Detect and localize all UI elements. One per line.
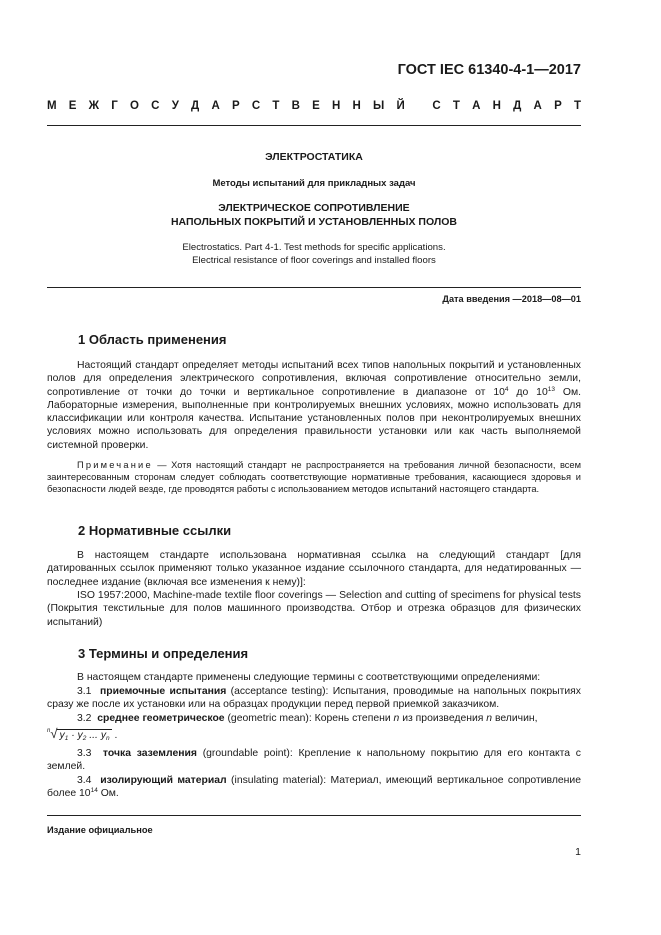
title-specific-line2: НАПОЛЬНЫХ ПОКРЫТИЙ И УСТАНОВЛЕННЫХ ПОЛОВ [170,216,458,228]
footer-rule [47,815,581,816]
section-3-intro: В настоящем стандарте применены следующие термины с соответствующими определениями: [77,672,541,683]
term-3-4: 3.4 изолирующий материал (insulating material): Материал, имеющий вертикальное сопротивление более $10^{14}$ Ом. [47,775,581,800]
banner-letter: Ы [373,100,385,112]
banner-letter: Н [331,100,341,112]
title-specific [47,201,581,229]
title-english [47,241,581,267]
term-name: изолирующий материал [100,775,227,786]
section-2-paragraph-2: ISO 1957:2000, Machine-made textile floor coverings — Selection and cutting of specimens for physical tests (Покрытия текстильные для полов машинного производства. Отбор и отрезка образцов для физических испытаний) [47,590,581,628]
official-edition-label: Издание официальное [47,825,153,835]
banner-letter: С [151,100,160,112]
banner-letter: Т [272,100,280,112]
section-2-paragraph-1: В настоящем стандарте использована нормативная ссылка на следующий стандарт [для датированных ссылок применяют только указанное издание ссылочного стандарта, для недатированных — последнее издание (включая все изменения к нему)]: [47,550,581,588]
title-main: ЭЛЕКТРОСТАТИКА [265,151,363,163]
section-1-note: Примечание — Хотя настоящий стандарт не распространяется на требования личной безопасности, всем заинтересованным сторонам следует соблюдать соответствующие нормативные требования, касающиеся здоровья и безопасности людей везде, где проводятся работы с использованием методов испытаний настоящего стандарта. [47,460,581,495]
banner-letter: Н [352,100,361,112]
term-name: среднее геометрическое [97,713,225,724]
exponent: 4 [504,385,509,393]
banner-letter: У [171,100,179,112]
exponent: 13 [547,385,555,393]
term-name: точка заземления [102,748,197,759]
banner-letter: А [211,100,220,112]
exponent: 14 [90,787,98,795]
banner-letter: Й [396,100,405,112]
banner-letter: Р [231,100,240,112]
title-specific-line1: ЭЛЕКТРИЧЕСКОЕ СОПРОТИВЛЕНИЕ [218,202,410,214]
banner-letter: С [432,100,441,112]
banner-letter: Т [573,100,581,112]
term-3-3: 3.3 точка заземления (groundable point): Крепление к напольному покрытию для его контакта с землей. [47,748,581,773]
geometric-mean-formula: $^n$√ $y_1 \cdot y_2$ ... $y_n$ . [47,726,118,742]
section-1-paragraph: Настоящий стандарт определяет методы испытаний всех типов напольных покрытий и установленных полов для определения электрического сопротивления, включая сопротивление относительно земли, сопротивление от точки до точки и вертикальное сопротивление в диапазоне от $10^4$ до $10^{13}$ Ом. Лабораторные измерения, выполненные при контролируемых внешних условиях, можно использовать для классификации или контроля качества. Испытание установленных полов при неконтролируемых внешних условиях можно использовать для определения правильности установки или как часть выполняемой системной проверки. [47,360,581,451]
banner-letter: Ж [88,100,100,112]
section-2-heading: 2 Нормативные ссылки [78,523,232,538]
banner-letter: Е [68,100,77,112]
title-rule [47,287,581,288]
title-english-line2: Electrical resistance of floor coverings and installed floors [192,255,436,266]
banner-letter: О [130,100,139,112]
banner-letter: Д [191,100,200,112]
banner-letter: В [291,100,300,112]
term-3-2: 3.2 среднее геометрическое (geometric mean): Корень степени n из произведения n величин, [77,713,538,724]
document-number: ГОСТ IEC 61340-4-1—2017 [397,62,581,78]
title-sub: Методы испытаний для прикладных задач [212,178,416,189]
banner-letter: С [251,100,261,112]
standard-banner [47,100,581,112]
term-3-1: 3.1 приемочные испытания (acceptance testing): Испытания, проводимые на напольных покрытиях сразу же после их установки или на образцах продукции перед первой приемкой заказчиком. [47,686,581,711]
header-rule [47,125,581,126]
banner-letter: Д [513,100,522,112]
banner-gap [417,100,420,112]
section-3-heading: 3 Термины и определения [78,646,249,661]
banner-letter: Т [452,100,460,112]
page-number: 1 [575,846,581,858]
banner-letter: Г [111,100,118,112]
term-name: приемочные испытания [99,686,227,697]
banner-letter: Р [554,100,562,112]
banner-letter: Н [492,100,501,112]
section-1-heading: 1 Область применения [78,332,227,347]
banner-letter: А [533,100,542,112]
banner-letter: Е [312,100,320,112]
banner-letter: М [47,100,57,112]
introduction-date: Дата введения —2018—08—01 [442,294,581,304]
banner-letter: А [472,100,481,112]
note-label: Примечание [77,460,153,470]
title-english-line1: Electrostatics. Part 4-1. Test methods for specific applications. [182,242,446,253]
